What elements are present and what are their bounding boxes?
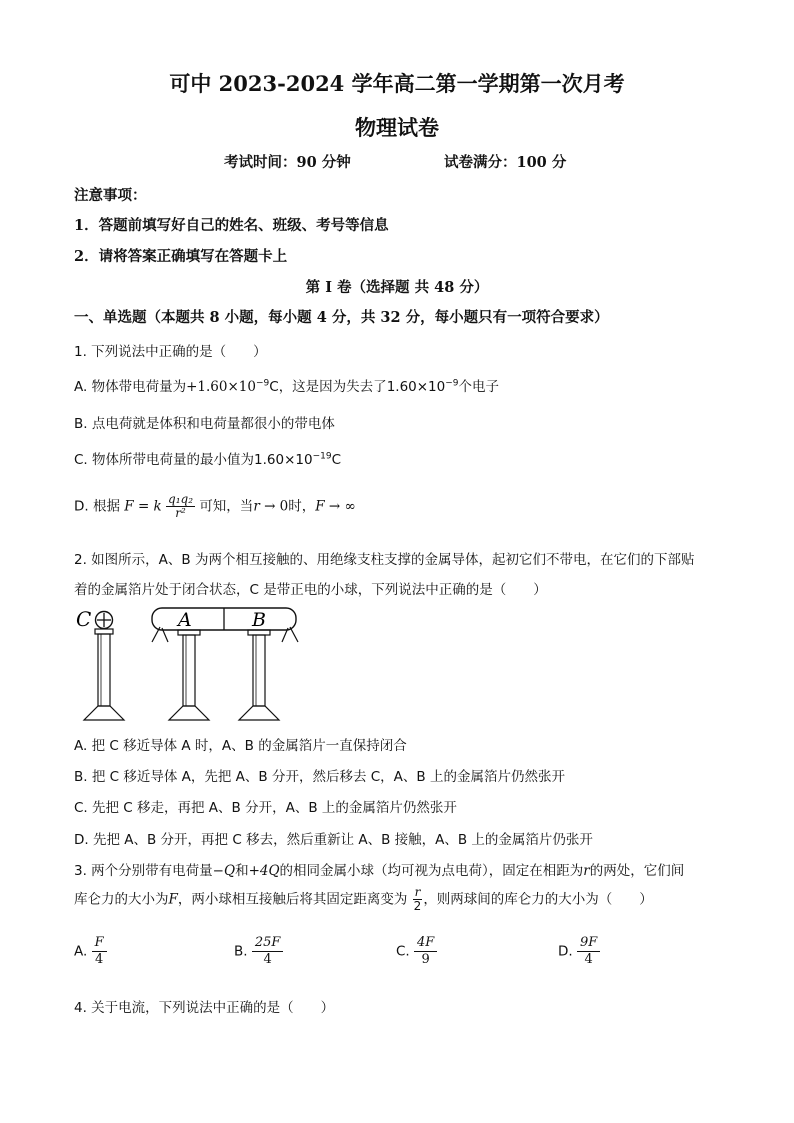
label-b: B	[252, 609, 266, 631]
q1-a-exp-2: −9	[445, 378, 459, 389]
q3-b-denominator: 4	[263, 952, 272, 967]
coulomb-numerator: q₁q₂	[168, 492, 194, 506]
coulomb-fraction	[166, 493, 195, 520]
q3-line2-pre: 库仑力的大小为	[74, 891, 169, 908]
stand-b-base	[239, 706, 279, 720]
q1-d-r: r	[253, 498, 260, 515]
q1-d-f-2: F	[315, 498, 325, 515]
q1-a-value: +1.60×10	[186, 379, 256, 395]
q3-c-numerator: 4F	[414, 935, 437, 952]
part1-heading: 第 I 卷（选择题 共 48 分）	[305, 279, 489, 296]
section-heading: 一、单选题（本题共 8 小题，每小题 4 分，共 32 分，每小题只有一项符合要求）	[74, 309, 609, 326]
q3-b-label: B.	[234, 943, 248, 960]
q1-c-unit: C	[331, 452, 342, 468]
q1-d-eq: = k	[133, 498, 162, 515]
q1-d-arrow: → 0	[259, 498, 289, 515]
q2-option-b: B. 把 C 移近导体 A，先把 A、B 分开，然后移去 C，A、B 上的金属箔片仍然张开	[74, 769, 565, 785]
stand-a-base	[169, 706, 209, 720]
half-distance-fraction	[412, 886, 424, 913]
q1-option-a	[74, 375, 499, 395]
q3-c-fraction	[414, 935, 437, 968]
q3-d-denominator: 4	[584, 952, 593, 967]
q1-c-pre: C. 物体所带电荷量的最小值为	[74, 452, 255, 468]
q3-b-numerator: 25F	[252, 935, 284, 952]
q3-option-c	[396, 935, 437, 968]
q3-charge-1: −Q	[212, 863, 236, 879]
q3-c-denominator: 9	[421, 952, 430, 967]
q3-stem-line-1	[74, 859, 684, 879]
stand-a-column	[183, 635, 195, 706]
half-distance-numerator: r	[414, 885, 421, 899]
exam-title: 可中 2023-2024 学年高二第一学期第一次月考	[169, 71, 625, 96]
q1-d-infinity: → ∞	[324, 498, 356, 515]
q3-pre: 3. 两个分别带有电荷量	[74, 863, 213, 879]
q1-option-d	[74, 493, 356, 520]
q3-option-d	[558, 935, 600, 968]
q1-d-mid-2: 时，	[288, 498, 316, 515]
foil-b-2	[290, 627, 298, 642]
q1-a-mid: ，这是因为失去了	[278, 379, 387, 395]
q3-a-denominator: 4	[94, 952, 104, 967]
q3-option-b	[234, 935, 283, 968]
q3-a-label: A.	[74, 943, 88, 960]
q3-d-fraction	[577, 935, 600, 968]
q3-f: F	[168, 891, 178, 908]
q2-stem-line-1: 2. 如图所示，A、B 为两个相互接触的、用绝缘支柱支撑的金属导体，起初它们不带电，在它们的下部贴	[74, 552, 695, 568]
q1-c-value: 1.60×10	[254, 452, 313, 468]
q3-mid: 的相同金属小球（均可视为点电荷），固定在相距为	[279, 863, 584, 879]
q1-d-mid: 可知，当	[199, 498, 254, 515]
stand-c-column	[98, 634, 110, 706]
notes-heading: 注意事项：	[74, 187, 147, 204]
exam-time: 考试时间：90 分钟	[224, 154, 351, 171]
q3-option-a	[74, 935, 107, 968]
q1-option-c	[74, 448, 341, 468]
q1-option-b: B. 点电荷就是体积和电荷量都很小的带电体	[74, 416, 335, 432]
half-distance-denominator: 2	[413, 899, 422, 913]
conductor-figure	[70, 602, 310, 724]
q3-a-numerator: F	[92, 935, 107, 952]
q1-stem: 1. 下列说法中正确的是（ ）	[74, 344, 267, 360]
q3-d-label: D.	[558, 943, 573, 960]
notes-item-2: 2．请将答案正确填写在答题卡上	[74, 248, 288, 265]
q1-a-exp: −9	[255, 378, 270, 389]
q1-a-post: 个电子	[458, 379, 500, 395]
q3-c-label: C.	[396, 943, 410, 960]
q3-line2-mid: ，两小球相互接触后将其固定距离变为	[177, 891, 408, 908]
q2-option-d: D. 先把 A、B 分开，再把 C 移去，然后重新让 A、B 接触，A、B 上的金属箔片仍张开	[74, 832, 593, 848]
foil-a	[152, 627, 160, 642]
q3-line2-post: ，则两球间的库仑力的大小为（ ）	[423, 891, 653, 908]
q3-charge-2: +4Q	[248, 863, 280, 879]
coulomb-denominator: r²	[175, 506, 186, 520]
label-c: C	[76, 607, 92, 631]
subject-title: 物理试卷	[355, 115, 439, 140]
q3-r: r	[583, 863, 590, 879]
q2-option-a: A. 把 C 移近导体 A 时，A、B 的金属箔片一直保持闭合	[74, 738, 407, 754]
q1-d-f: F	[124, 498, 134, 515]
q2-option-c: C. 先把 C 移走，再把 A、B 分开，A、B 上的金属箔片仍然张开	[74, 800, 457, 816]
stand-b-column	[253, 635, 265, 706]
notes-item-1: 1．答题前填写好自己的姓名、班级、考号等信息	[74, 217, 389, 234]
stand-c-base	[84, 706, 124, 720]
q1-a-unit: C	[269, 379, 279, 395]
label-a: A	[178, 609, 192, 631]
stand-c-cap	[95, 629, 113, 634]
q4-stem: 4. 关于电流，下列说法中正确的是（ ）	[74, 1000, 335, 1016]
q1-d-pre: D. 根据	[74, 498, 120, 515]
q1-a-pre: A. 物体带电荷量为	[74, 379, 187, 395]
q1-a-value-2: 1.60×10	[386, 379, 446, 395]
q3-d-numerator: 9F	[577, 935, 600, 952]
exam-score: 试卷满分：100 分	[444, 154, 567, 171]
q3-stem-line-2	[74, 886, 653, 913]
q1-c-exp: −19	[312, 451, 332, 462]
q3-and: 和	[235, 863, 249, 879]
q3-post: 的两处，它们间	[589, 863, 685, 879]
q2-stem-line-2: 着的金属箔片处于闭合状态，C 是带正电的小球，下列说法中正确的是（ ）	[74, 582, 547, 598]
q3-b-fraction	[252, 935, 284, 968]
q3-a-fraction	[92, 935, 107, 968]
